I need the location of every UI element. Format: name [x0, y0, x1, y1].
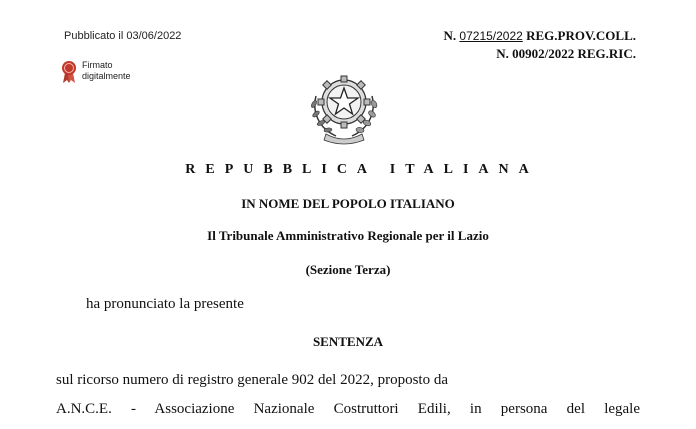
reg-prov-number: 07215/2022: [459, 29, 523, 43]
body-paragraph: A.N.C.E. - Associazione Nazionale Costruttori Edili, in persona del legale: [56, 401, 640, 417]
reg-prov-prefix: N.: [443, 28, 457, 43]
digital-signature: [60, 60, 152, 84]
italian-republic-emblem-icon: [306, 66, 382, 146]
reg-prov-coll: [444, 28, 636, 44]
section-heading: (Sezione Terza): [305, 262, 391, 277]
body-paragraph: sul ricorso numero di registro generale 902 del 2022, proposto da: [56, 372, 448, 388]
in-name-heading: IN NOME DEL POPOLO ITALIANO: [241, 196, 455, 211]
signature-label: Firmato digitalmente: [82, 60, 131, 81]
reg-ric: N. 00902/2022 REG.RIC.: [496, 46, 636, 61]
published-date: Pubblicato il 03/06/2022: [64, 30, 182, 42]
reg-prov-label: REG.PROV.COLL.: [526, 28, 636, 43]
republic-heading: REPUBBLICA ITALIANA: [185, 162, 539, 177]
seal-ribbon-icon: [60, 60, 78, 84]
sentence-title: SENTENZA: [312, 334, 384, 349]
tribunal-heading: Il Tribunale Amministrativo Regionale per il Lazio: [207, 228, 489, 243]
pronounced-text: ha pronunciato la presente: [86, 296, 244, 312]
